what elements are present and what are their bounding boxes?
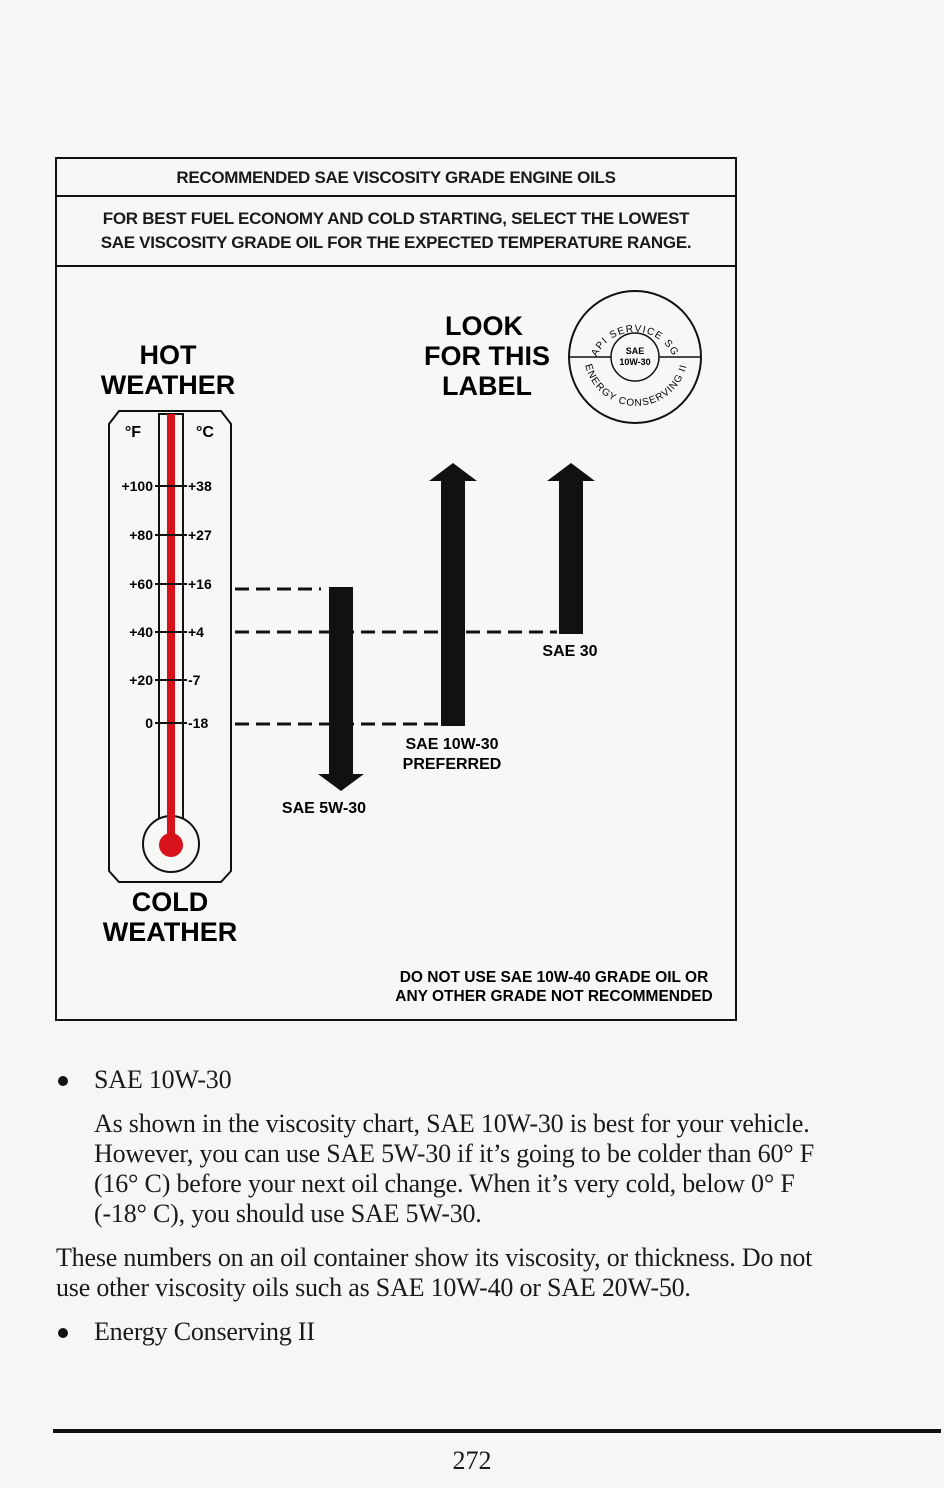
label-sae30: SAE 30 [542,643,598,660]
label-5w30: SAE 5W-30 [281,800,367,817]
page-number: 272 [452,1446,492,1475]
para2-line1: These numbers on an oil container show its viscosity, or thickness. Do not [56,1243,813,1272]
bullet-sae-10w30: SAE 10W-30 [94,1065,232,1094]
label-preferred: PREFERRED [402,756,502,773]
look-label-line3: LABEL [442,371,532,401]
hot-label-line2: WEATHER [100,370,236,400]
chart-subtitle-line2: SAE VISCOSITY GRADE OIL FOR THE EXPECTED TEMPERATURE RANGE. [100,233,692,252]
chart-subtitle-line1: FOR BEST FUEL ECONOMY AND COLD STARTING, SELECT THE LOWEST [102,209,690,228]
mercury-column [167,414,175,839]
look-label-line2: FOR THIS [424,341,550,371]
look-label-line1: LOOK [445,311,523,341]
para1-line1: As shown in the viscosity chart, SAE 10W-30 is best for your vehicle. [94,1109,810,1138]
scale-f-label: +80 [129,527,153,543]
scale-c-label: +27 [188,527,212,543]
bullet-energy-conserving: Energy Conserving II [94,1317,315,1346]
seal-bottom-text: ENERGY CONSERVING II [582,362,690,410]
para1-line3: (16° C) before your next oil change. When it’s very cold, below 0° F [94,1169,795,1198]
scale-f-label: +20 [129,672,153,688]
arrow-sae30 [547,463,595,634]
warning-line1: DO NOT USE SAE 10W-40 GRADE OIL OR [399,969,709,986]
para1-line2: However, you can use SAE 5W-30 if it’s going to be colder than 60° F [94,1139,815,1168]
scale-c-label: +4 [188,624,204,640]
cold-label-line2: WEATHER [102,917,238,947]
temperature-scale [121,478,212,731]
scale-f-label: +100 [121,478,153,494]
scale-f-label: +60 [129,576,153,592]
arrow-10w30 [429,463,477,726]
scale-c-label: +38 [188,478,212,494]
seal-center-line1: SAE [625,346,645,356]
label-10w30: SAE 10W-30 [405,736,499,753]
para1-line4: (-18° C), you should use SAE 5W-30. [94,1199,482,1228]
arrow-5w30 [318,587,364,791]
seal-center-line2: 10W-30 [619,357,651,367]
seal-top-text: API SERVICE SG [589,323,681,359]
scale-c-label: +16 [188,576,212,592]
scale-f-label: +40 [129,624,153,640]
chart-title: RECOMMENDED SAE VISCOSITY GRADE ENGINE OILS [57,159,735,197]
scale-f-label: 0 [145,715,153,731]
unit-celsius: °C [196,424,214,441]
mercury-bulb [159,833,183,857]
cold-label-line1: COLD [131,887,209,917]
scale-c-label: -7 [188,672,201,688]
para2-line2: use other viscosity oils such as SAE 10W-40 or SAE 20W-50. [56,1273,691,1302]
hot-label-line1: HOT [139,340,197,370]
unit-fahrenheit: °F [124,424,142,441]
api-service-seal [569,291,701,423]
warning-line2: ANY OTHER GRADE NOT RECOMMENDED [395,988,713,1005]
bullet-dot-2 [58,1328,68,1338]
footer-rule [53,1429,941,1433]
chart-graphic [57,159,737,1021]
bullet-dot-1 [58,1076,68,1086]
viscosity-chart [55,157,737,1021]
scale-c-label: -18 [188,715,209,731]
